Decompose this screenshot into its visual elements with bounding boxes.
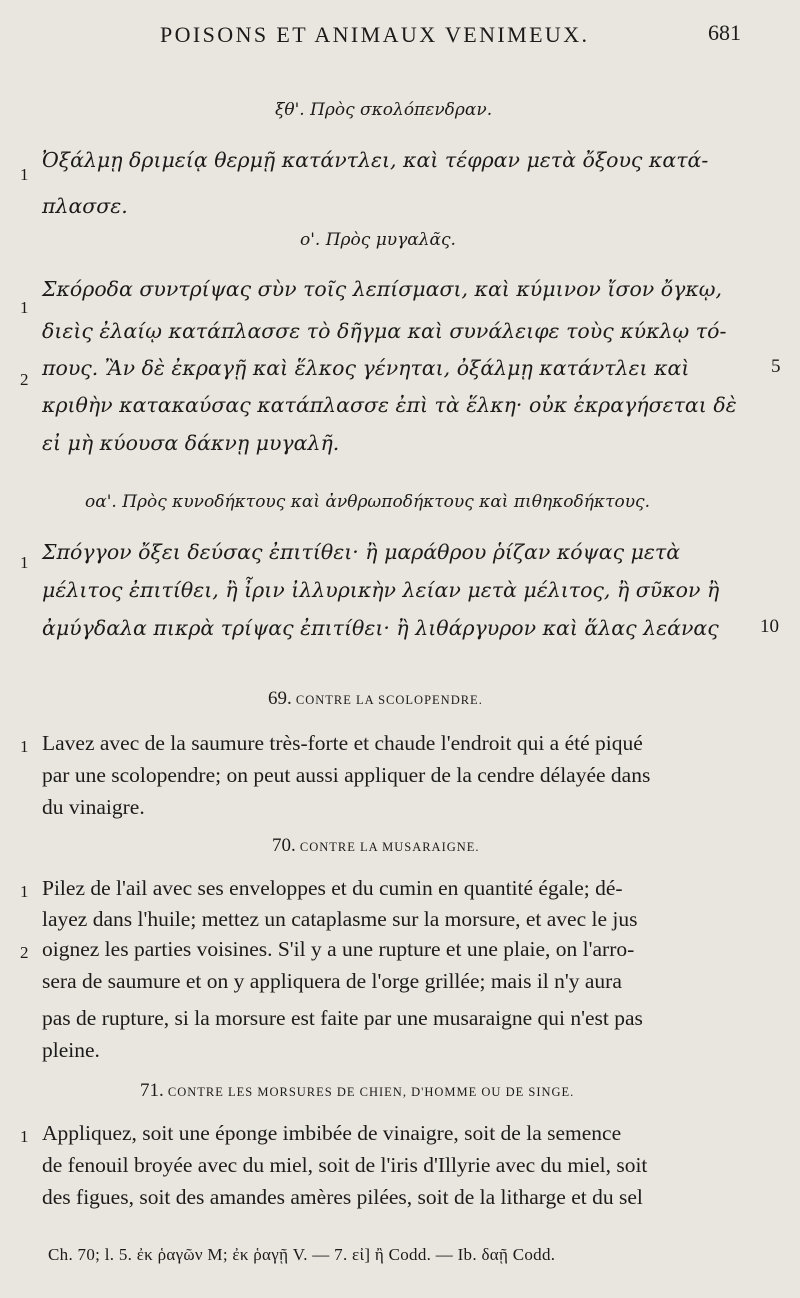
right-margin-line-number: 10 (760, 616, 779, 637)
french-section-title: CONTRE LA MUSARAIGNE. (299, 840, 480, 854)
french-section-heading (272, 835, 480, 857)
greek-text-line: πους. Ἂν δὲ ἐκραγῇ καὶ ἕλκος γένηται, ὀξάλμῃ κατάντλει καὶ (42, 356, 690, 380)
greek-text-line: Σπόγγον ὄξει δεύσας ἐπιτίθει· ἢ μαράθρου ῥίζαν κόψας μετὰ (42, 540, 681, 564)
greek-text-line: εἰ μὴ κύουσα δάκνῃ μυγαλῆ. (42, 431, 340, 455)
greek-section-heading: οα'. Πρὸς κυνοδήκτους καὶ ἀνθρωποδήκτους καὶ πιθηκοδήκτους. (85, 492, 650, 512)
french-section-number: 69. (268, 688, 292, 709)
margin-line-number: 1 (20, 165, 29, 184)
greek-text-line: διεὶς ἐλαίῳ κατάπλασσε τὸ δῆγμα καὶ συνάλειφε τοὺς κύκλῳ τό- (42, 319, 727, 343)
french-section-number: 70. (272, 835, 296, 856)
greek-text-line: μέλιτος ἐπιτίθει, ἢ ἶριν ἰλλυρικὴν λείαν μετὰ μέλιτος, ἢ σῦκον ἢ (42, 578, 720, 602)
margin-line-number: 2 (20, 943, 29, 962)
french-text-line: Appliquez, soit une éponge imbibée de vinaigre, soit de la semence (42, 1121, 622, 1145)
french-section-heading (268, 688, 483, 710)
running-header-title: POISONS ET ANIMAUX VENIMEUX. (160, 22, 590, 47)
french-section-title: CONTRE LA SCOLOPENDRE. (295, 693, 483, 707)
french-section-number: 71. (140, 1080, 164, 1101)
french-text-line: pas de rupture, si la morsure est faite par une musaraigne qui n'est pas (42, 1006, 643, 1030)
margin-line-number: 1 (20, 553, 29, 572)
french-text-line: Lavez avec de la saumure très-forte et chaude l'endroit qui a été piqué (42, 731, 643, 755)
french-text-line: du vinaigre. (42, 795, 145, 819)
margin-line-number: 2 (20, 370, 29, 389)
critical-apparatus-footnote: Ch. 70; l. 5. ἐκ ῥαγῶν M; ἐκ ῥαγῇ V. — 7. εἰ] ἢ Codd. — Ib. δαῇ Codd. (48, 1245, 556, 1264)
margin-line-number: 1 (20, 882, 29, 901)
greek-section-heading: ο'. Πρὸς μυγαλᾶς. (300, 230, 456, 250)
right-margin-line-number: 5 (771, 356, 781, 377)
french-text-line: layez dans l'huile; mettez un cataplasme sur la morsure, et avec le jus (42, 907, 638, 931)
french-text-line: oignez les parties voisines. S'il y a une rupture et une plaie, on l'arro- (42, 937, 635, 961)
french-text-line: par une scolopendre; on peut aussi appliquer de la cendre délayée dans (42, 763, 651, 787)
margin-line-number: 1 (20, 1127, 29, 1146)
greek-section-heading: ξθ'. Πρὸς σκολόπενδραν. (275, 100, 493, 120)
greek-text-line: πλασσε. (42, 194, 128, 218)
french-text-line: Pilez de l'ail avec ses enveloppes et du cumin en quantité égale; dé- (42, 876, 623, 900)
french-text-line: de fenouil broyée avec du miel, soit de l'iris d'Illyrie avec du miel, soit (42, 1153, 648, 1177)
greek-text-line: Σκόροδα συντρίψας σὺν τοῖς λεπίσμασι, καὶ κύμινον ἴσον ὄγκῳ, (42, 277, 723, 301)
french-text-line: pleine. (42, 1038, 100, 1062)
page-number: 681 (708, 20, 741, 45)
french-section-title: CONTRE LES MORSURES DE CHIEN, D'HOMME OU DE SINGE. (167, 1085, 575, 1099)
french-text-line: des figues, soit des amandes amères pilées, soit de la litharge et du sel (42, 1185, 643, 1209)
margin-line-number: 1 (20, 298, 29, 317)
french-section-heading (140, 1080, 574, 1102)
greek-text-line: ἀμύγδαλα πικρὰ τρίψας ἐπιτίθει· ἢ λιθάργυρον καὶ ἅλας λεάνας (42, 616, 719, 640)
margin-line-number: 1 (20, 737, 29, 756)
greek-text-line: Ὀξάλμῃ δριμείᾳ θερμῇ κατάντλει, καὶ τέφραν μετὰ ὄξους κατά- (42, 148, 709, 172)
greek-text-line: κριθὴν κατακαύσας κατάπλασσε ἐπὶ τὰ ἕλκη· οὐκ ἐκραγήσεται δὲ (42, 393, 737, 417)
french-text-line: sera de saumure et on y appliquera de l'orge grillée; mais il n'y aura (42, 969, 622, 993)
